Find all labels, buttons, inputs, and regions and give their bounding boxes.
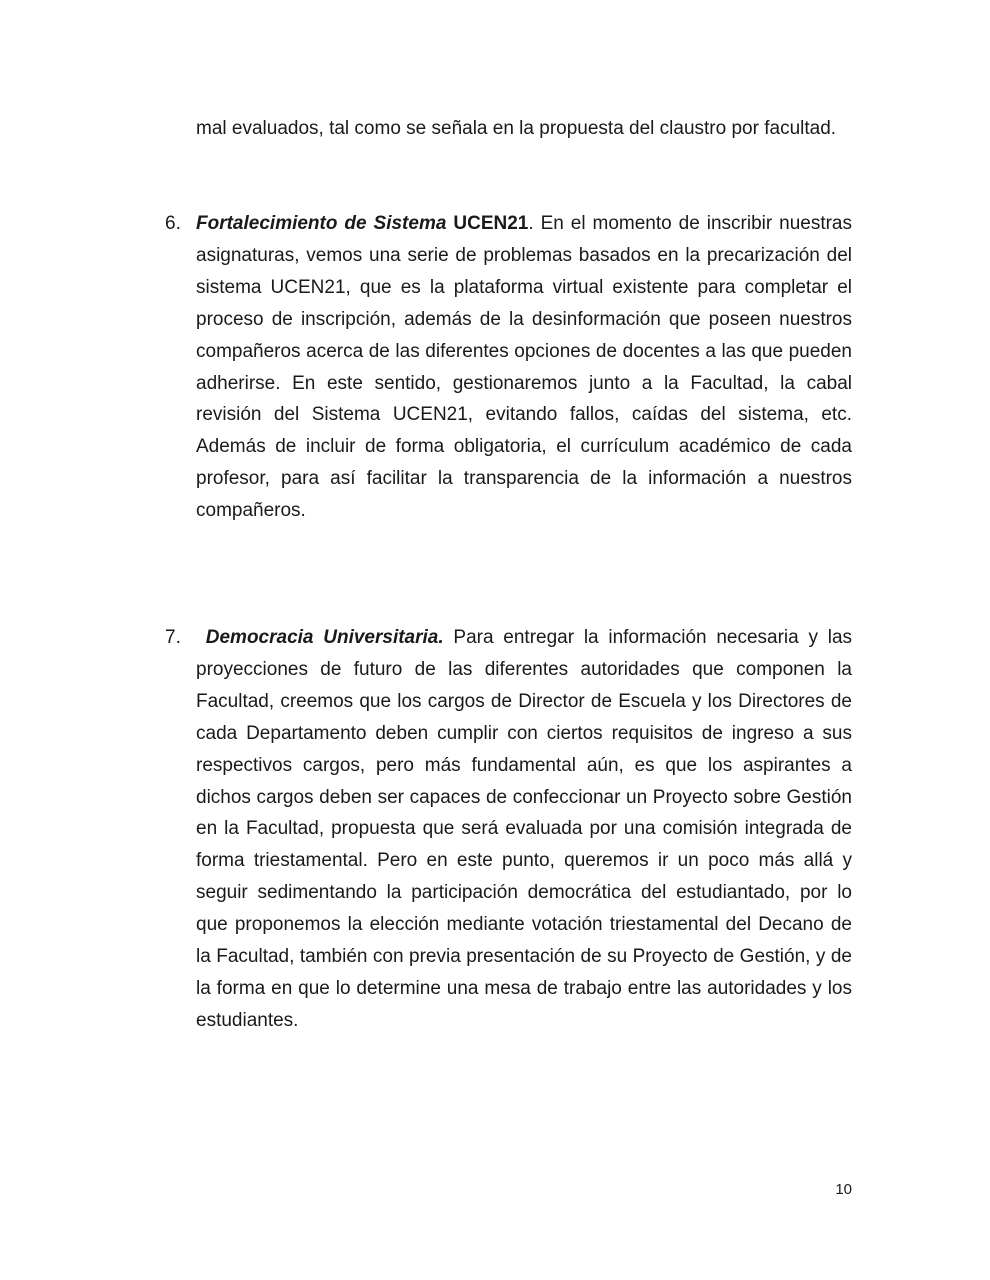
- list-item-number: 6.: [165, 213, 181, 234]
- item-heading-bold: UCEN21: [453, 213, 529, 234]
- item-body: Para entregar la información necesaria y las proyecciones de futuro de las diferentes autoridades que componen la Facultad, creemos que los cargos de Director de Escuela y los Directores de cada Departamento deben cumplir con ciertos requisitos de ingreso a sus respectivos cargos, pero más fundamental aún, es que los aspirantes a dichos cargos deben ser capaces de confeccionar un Proyecto sobre Gestión en la Facultad, propuesta que será evaluada por una comisión integrada de forma triestamental. Pero en este punto, queremos ir un poco más allá y seguir sedimentando la participación democrática del estudiantado, por lo que proponemos la elección mediante votación triestamental del Decano de la Facultad, también con previa presentación de su Proyecto de Gestión, y de la forma en que lo determine una mesa de trabajo entre las autoridades y los estudiantes.: [196, 627, 853, 1031]
- item-heading: Fortalecimiento de Sistema: [196, 213, 447, 234]
- list-item-democracia: [196, 622, 852, 1037]
- item-heading: Democracia Universitaria.: [205, 627, 444, 648]
- list-item-fortalecimiento: [196, 208, 852, 527]
- page-number: 10: [835, 1181, 852, 1198]
- continuation-paragraph: mal evaluados, tal como se señala en la propuesta del claustro por facultad.: [196, 118, 837, 139]
- list-item-number: 7.: [165, 627, 181, 648]
- item-body: En el momento de inscribir nuestras asignaturas, vemos una serie de problemas basados en la precarización del sistema UCEN21, que es la plataforma virtual existente para completar el proceso de inscripción, además de la desinformación que poseen nuestros compañeros acerca de las diferentes opciones de docentes a las que pueden adherirse. En este sentido, gestionaremos junto a la Facultad, la cabal revisión del Sistema UCEN21, evitando fallos, caídas del sistema, etc. Además de incluir de forma obligatoria, el currículum académico de cada profesor, para así facilitar la transparencia de la información a nuestros compañeros.: [196, 213, 853, 522]
- item-heading-end: .: [528, 213, 534, 234]
